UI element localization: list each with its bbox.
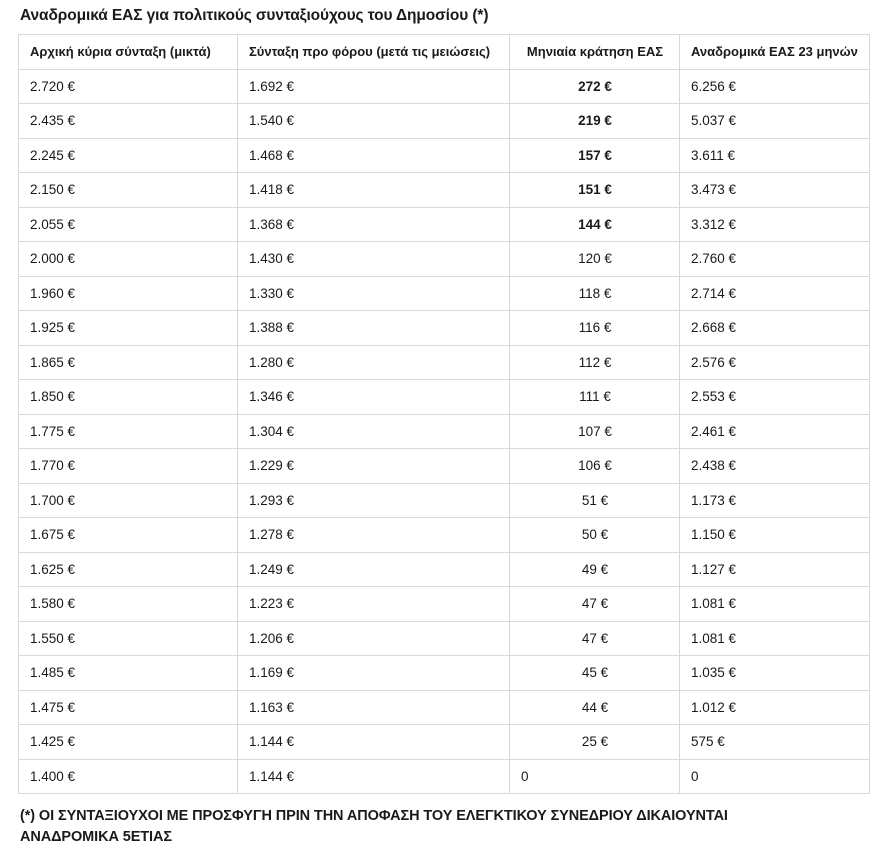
cell-retroactive-23months: 3.473 € xyxy=(680,173,870,208)
page-title: Αναδρομικά ΕΑΣ για πολιτικούς συνταξιούχους του Δημοσίου (*) xyxy=(20,7,489,24)
table-row xyxy=(19,483,870,518)
cell-pension-before-tax: 1.206 € xyxy=(238,621,510,656)
column-header-retroactive-23months: Αναδρομικά ΕΑΣ 23 μηνών xyxy=(680,35,870,70)
cell-monthly-deduction: 118 € xyxy=(510,276,680,311)
cell-initial-pension: 1.925 € xyxy=(19,311,238,346)
table-row xyxy=(19,138,870,173)
cell-initial-pension: 2.245 € xyxy=(19,138,238,173)
table-row xyxy=(19,380,870,415)
cell-pension-before-tax: 1.468 € xyxy=(238,138,510,173)
cell-pension-before-tax: 1.280 € xyxy=(238,345,510,380)
cell-retroactive-23months: 1.081 € xyxy=(680,621,870,656)
cell-retroactive-23months: 1.012 € xyxy=(680,690,870,725)
cell-retroactive-23months: 1.081 € xyxy=(680,587,870,622)
cell-retroactive-23months: 2.438 € xyxy=(680,449,870,484)
table-row xyxy=(19,725,870,760)
cell-monthly-deduction: 272 € xyxy=(510,69,680,104)
cell-monthly-deduction: 51 € xyxy=(510,483,680,518)
table-row xyxy=(19,759,870,794)
cell-pension-before-tax: 1.278 € xyxy=(238,518,510,553)
cell-initial-pension: 1.675 € xyxy=(19,518,238,553)
cell-retroactive-23months: 1.035 € xyxy=(680,656,870,691)
footnote-line-1: (*) ΟΙ ΣΥΝΤΑΞΙΟΥΧΟΙ ΜΕ ΠΡΟΣΦΥΓΗ ΠΡΙΝ ΤΗΝ ΑΠΟΦΑΣΗ ΤΟΥ ΕΛΕΓΚΤΙΚΟΥ ΣΥΝΕΔΡΙΟΥ ΔΙΚΑΙΟΥΝΤΑΙ xyxy=(20,808,728,825)
cell-initial-pension: 1.550 € xyxy=(19,621,238,656)
cell-initial-pension: 1.865 € xyxy=(19,345,238,380)
cell-initial-pension: 2.435 € xyxy=(19,104,238,139)
footnote xyxy=(18,794,869,848)
eas-retroactive-table xyxy=(18,34,870,794)
cell-pension-before-tax: 1.144 € xyxy=(238,759,510,794)
cell-retroactive-23months: 2.461 € xyxy=(680,414,870,449)
cell-initial-pension: 2.055 € xyxy=(19,207,238,242)
cell-pension-before-tax: 1.388 € xyxy=(238,311,510,346)
cell-monthly-deduction: 50 € xyxy=(510,518,680,553)
cell-retroactive-23months: 1.127 € xyxy=(680,552,870,587)
cell-monthly-deduction: 47 € xyxy=(510,621,680,656)
cell-initial-pension: 2.720 € xyxy=(19,69,238,104)
cell-initial-pension: 1.625 € xyxy=(19,552,238,587)
cell-pension-before-tax: 1.346 € xyxy=(238,380,510,415)
table-row xyxy=(19,518,870,553)
cell-initial-pension: 1.775 € xyxy=(19,414,238,449)
cell-initial-pension: 1.485 € xyxy=(19,656,238,691)
cell-pension-before-tax: 1.540 € xyxy=(238,104,510,139)
table-row xyxy=(19,242,870,277)
cell-monthly-deduction: 106 € xyxy=(510,449,680,484)
cell-monthly-deduction: 49 € xyxy=(510,552,680,587)
table-row xyxy=(19,69,870,104)
cell-retroactive-23months: 3.611 € xyxy=(680,138,870,173)
cell-initial-pension: 1.770 € xyxy=(19,449,238,484)
cell-initial-pension: 1.475 € xyxy=(19,690,238,725)
column-header-monthly-deduction: Μηνιαία κράτηση ΕΑΣ xyxy=(510,35,680,70)
cell-retroactive-23months: 0 xyxy=(680,759,870,794)
cell-retroactive-23months: 3.312 € xyxy=(680,207,870,242)
cell-monthly-deduction: 45 € xyxy=(510,656,680,691)
cell-pension-before-tax: 1.169 € xyxy=(238,656,510,691)
cell-monthly-deduction: 44 € xyxy=(510,690,680,725)
table-row xyxy=(19,449,870,484)
cell-pension-before-tax: 1.163 € xyxy=(238,690,510,725)
cell-retroactive-23months: 2.760 € xyxy=(680,242,870,277)
cell-pension-before-tax: 1.229 € xyxy=(238,449,510,484)
cell-initial-pension: 1.400 € xyxy=(19,759,238,794)
table-row xyxy=(19,587,870,622)
cell-monthly-deduction: 120 € xyxy=(510,242,680,277)
cell-retroactive-23months: 2.714 € xyxy=(680,276,870,311)
table-row xyxy=(19,552,870,587)
cell-initial-pension: 1.850 € xyxy=(19,380,238,415)
cell-pension-before-tax: 1.249 € xyxy=(238,552,510,587)
table-body xyxy=(19,69,870,794)
footnote-line-2: ΑΝΑΔΡΟΜΙΚΑ 5ΕΤΙΑΣ xyxy=(20,829,172,846)
table-row xyxy=(19,173,870,208)
table-row xyxy=(19,207,870,242)
cell-monthly-deduction: 157 € xyxy=(510,138,680,173)
cell-pension-before-tax: 1.430 € xyxy=(238,242,510,277)
cell-monthly-deduction: 116 € xyxy=(510,311,680,346)
cell-retroactive-23months: 2.576 € xyxy=(680,345,870,380)
cell-pension-before-tax: 1.692 € xyxy=(238,69,510,104)
cell-pension-before-tax: 1.293 € xyxy=(238,483,510,518)
cell-monthly-deduction: 112 € xyxy=(510,345,680,380)
cell-initial-pension: 1.960 € xyxy=(19,276,238,311)
cell-monthly-deduction: 107 € xyxy=(510,414,680,449)
table-row xyxy=(19,104,870,139)
cell-pension-before-tax: 1.368 € xyxy=(238,207,510,242)
cell-initial-pension: 1.425 € xyxy=(19,725,238,760)
table-row xyxy=(19,690,870,725)
cell-retroactive-23months: 2.668 € xyxy=(680,311,870,346)
cell-monthly-deduction: 151 € xyxy=(510,173,680,208)
cell-retroactive-23months: 575 € xyxy=(680,725,870,760)
table-row xyxy=(19,621,870,656)
table-row xyxy=(19,311,870,346)
table-row xyxy=(19,656,870,691)
table-header xyxy=(19,35,870,70)
table-row xyxy=(19,414,870,449)
cell-monthly-deduction: 144 € xyxy=(510,207,680,242)
cell-pension-before-tax: 1.330 € xyxy=(238,276,510,311)
cell-monthly-deduction: 25 € xyxy=(510,725,680,760)
cell-monthly-deduction: 219 € xyxy=(510,104,680,139)
cell-monthly-deduction: 47 € xyxy=(510,587,680,622)
cell-pension-before-tax: 1.304 € xyxy=(238,414,510,449)
cell-retroactive-23months: 5.037 € xyxy=(680,104,870,139)
cell-initial-pension: 2.150 € xyxy=(19,173,238,208)
cell-retroactive-23months: 2.553 € xyxy=(680,380,870,415)
table-row xyxy=(19,276,870,311)
column-header-pension-before-tax: Σύνταξη προ φόρου (μετά τις μειώσεις) xyxy=(238,35,510,70)
cell-pension-before-tax: 1.418 € xyxy=(238,173,510,208)
cell-monthly-deduction: 0 xyxy=(510,759,680,794)
table-header-row xyxy=(19,35,870,70)
column-header-initial-pension: Αρχική κύρια σύνταξη (μικτά) xyxy=(19,35,238,70)
cell-initial-pension: 1.700 € xyxy=(19,483,238,518)
cell-retroactive-23months: 6.256 € xyxy=(680,69,870,104)
cell-initial-pension: 1.580 € xyxy=(19,587,238,622)
cell-retroactive-23months: 1.173 € xyxy=(680,483,870,518)
table-row xyxy=(19,345,870,380)
cell-initial-pension: 2.000 € xyxy=(19,242,238,277)
cell-monthly-deduction: 111 € xyxy=(510,380,680,415)
cell-pension-before-tax: 1.223 € xyxy=(238,587,510,622)
cell-pension-before-tax: 1.144 € xyxy=(238,725,510,760)
cell-retroactive-23months: 1.150 € xyxy=(680,518,870,553)
